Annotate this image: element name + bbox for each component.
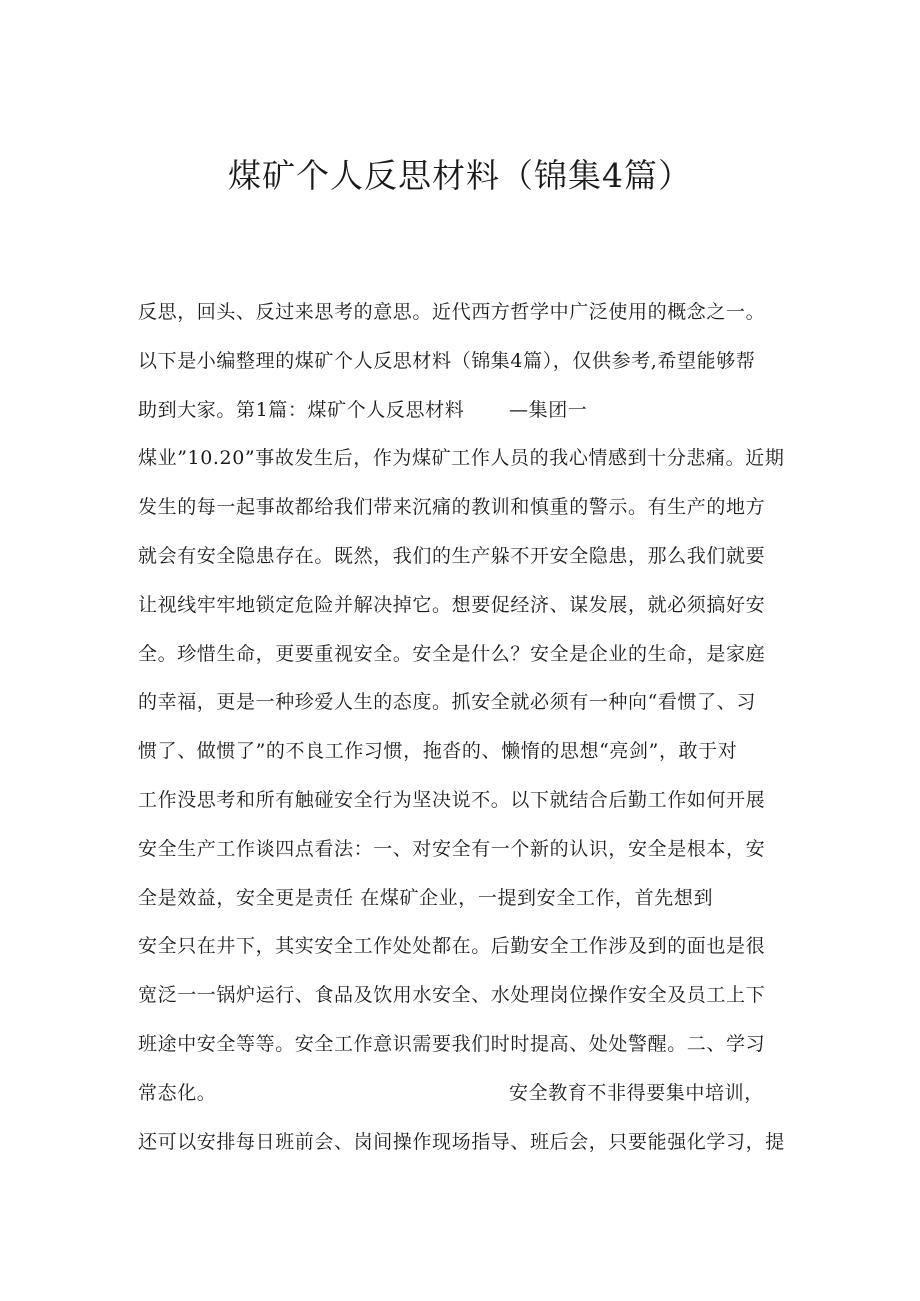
line-text: 宽泛一一锅炉运行、食品及饮用水安全、水处理岗位操作安全及员工上下 xyxy=(138,984,766,1007)
text-line xyxy=(138,930,818,979)
text-line xyxy=(138,1028,818,1077)
line-text: 煤业”10.20”事故发生后，作为煤矿工作人员的我心情感到十分悲痛。近期 xyxy=(138,447,785,470)
text-line xyxy=(138,345,818,394)
text-line xyxy=(138,296,818,345)
text-line xyxy=(138,882,818,931)
line-text: 助到大家。第1篇：煤矿个人反思材料 xyxy=(138,398,465,421)
line-text: 班途中安全等等。安全工作意识需要我们时时提高、处处警醒。二、学习 xyxy=(138,1032,766,1055)
line-text: 让视线牢牢地锁定危险并解决掉它。想要促经济、谋发展，就必须搞好安 xyxy=(138,593,766,616)
line-text: 全。珍惜生命，更要重视安全。安全是什么？安全是企业的生命，是家庭 xyxy=(138,642,766,665)
text-line xyxy=(138,1077,818,1126)
line-text: 还可以安排每日班前会、岗间操作现场指导、班后会，只要能强化学习，提 xyxy=(138,1130,785,1153)
line-text: 反思，回头、反过来思考的意思。近代西方哲学中广泛使用的概念之一。 xyxy=(138,301,766,323)
line-text: 安全只在井下，其实安全工作处处都在。后勤安全工作涉及到的面也是很 xyxy=(138,935,766,958)
text-line xyxy=(138,686,818,735)
text-line xyxy=(138,1126,818,1175)
text-line xyxy=(138,394,818,443)
text-line xyxy=(138,442,818,491)
line-text: 工作没思考和所有触碰安全行为坚决说不。以下就结合后勤工作如何开展 xyxy=(138,788,766,811)
text-line xyxy=(138,784,818,833)
line-text: 发生的每一起事故都给我们带来沉痛的教训和慎重的警示。有生产的地方 xyxy=(138,496,766,519)
line-text: 惯了、做惯了”的不良工作习惯，拖沓的、懒惰的思想“亮剑”，敢于对 xyxy=(138,740,738,763)
text-line xyxy=(138,589,818,638)
document-title: 煤矿个人反思材料（锦集4篇） xyxy=(228,156,692,195)
line-text: 安全生产工作谈四点看法：一、对安全有一个新的认识，安全是根本，安 xyxy=(138,837,766,860)
text-line xyxy=(138,735,818,784)
line-text: 以下是小编整理的煤矿个人反思材料（锦集4篇），仅供参考,希望能够帮 xyxy=(138,349,756,372)
text-line xyxy=(138,979,818,1028)
text-line xyxy=(138,638,818,687)
text-line xyxy=(138,491,818,540)
text-line xyxy=(138,833,818,882)
line-text: 常态化。 xyxy=(138,1081,217,1104)
document-body xyxy=(138,296,818,1174)
line-text: 就会有安全隐患存在。既然，我们的生产躲不开安全隐患，那么我们就要 xyxy=(138,544,766,567)
line-text: 全是效益，安全更是责任 在煤矿企业，一提到安全工作，首先想到 xyxy=(138,886,714,909)
text-line xyxy=(138,540,818,589)
line-text: 的幸福，更是一种珍爱人生的态度。抓安全就必须有一种向“看惯了、习 xyxy=(138,691,756,714)
line-right-text: —集团一 xyxy=(509,398,588,421)
line-right-text: 安全教育不非得要集中培训， xyxy=(509,1081,764,1104)
